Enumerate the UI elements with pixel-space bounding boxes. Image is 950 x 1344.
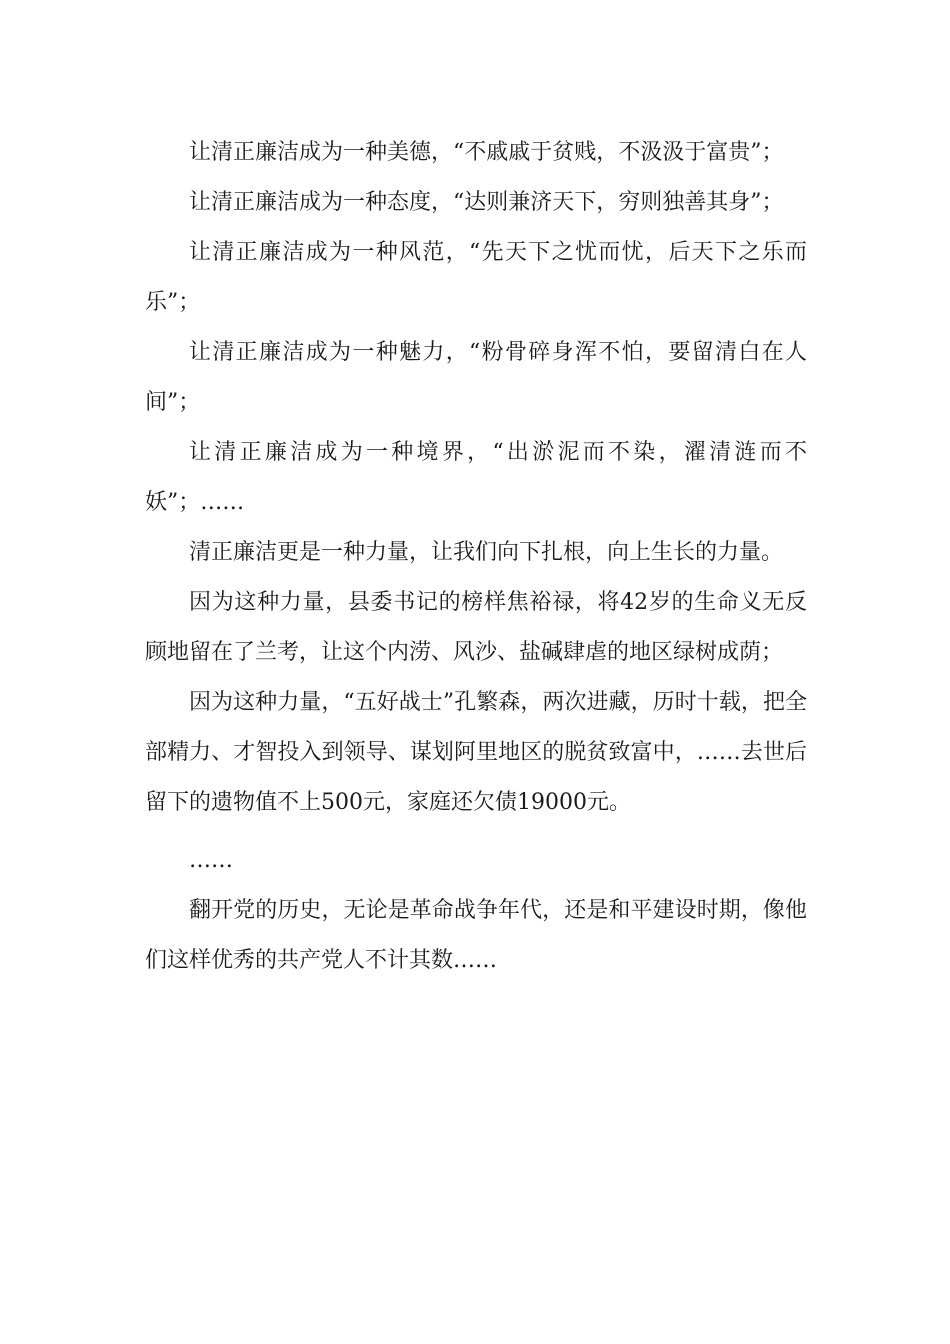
paragraph-charm: 让清正廉洁成为一种魅力，“粉骨碎身浑不怕，要留清白在人间”；	[145, 340, 807, 415]
paragraph-kong-fansen: 因为这种力量，“五好战士”孔繁森，两次进藏，历时十载，把全部精力、才智投入到领导、谋划阿里地区的脱贫致富中，……去世后留下的遗物值不上500元，家庭还欠债19000元。	[145, 690, 807, 815]
paragraph-attitude: 让清正廉洁成为一种态度，“达则兼济天下，穷则独善其身”；	[189, 190, 784, 215]
paragraph-realm: 让清正廉洁成为一种境界，“出淤泥而不染，濯清涟而不妖”；……	[145, 440, 807, 515]
paragraph-virtue: 让清正廉洁成为一种美德，“不戚戚于贫贱，不汲汲于富贵”；	[189, 140, 784, 165]
paragraph-party-history: 翻开党的历史，无论是革命战争年代，还是和平建设时期，像他们这样优秀的共产党人不计其数……	[145, 898, 807, 973]
paragraph-demeanor: 让清正廉洁成为一种风范，“先天下之忧而忧，后天下之乐而乐”；	[145, 240, 807, 315]
document-page	[145, 128, 807, 986]
paragraph-jiao-yulu: 因为这种力量，县委书记的榜样焦裕禄，将42岁的生命义无反顾地留在了兰考，让这个内涝、风沙、盐碱肆虐的地区绿树成荫；	[145, 590, 807, 665]
paragraph-strength: 清正廉洁更是一种力量，让我们向下扎根，向上生长的力量。	[189, 540, 784, 565]
paragraph-ellipsis: ……	[189, 848, 233, 873]
